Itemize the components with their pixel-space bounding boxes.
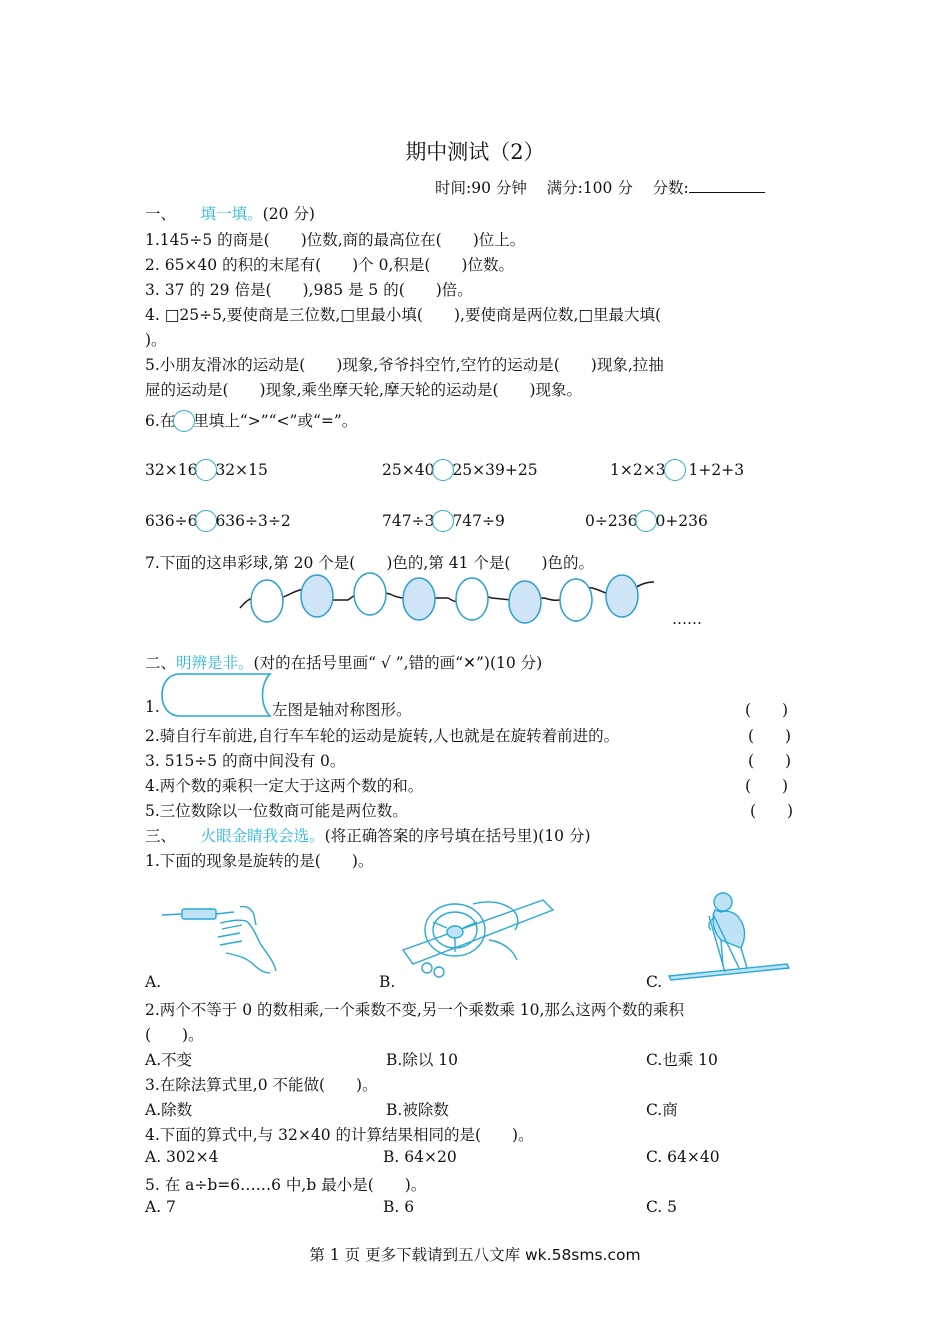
compare-item-4	[145, 510, 291, 532]
section-1-number: 一、	[145, 205, 177, 223]
s3-q1-opt-c[interactable]: C.	[646, 973, 663, 991]
skier-picture	[665, 888, 795, 983]
s2-q2: 2.骑自行车前进,自行车车轮的运动是旋转,人也就是在旋转着前进的。	[145, 727, 620, 745]
section-3-name: 火眼金睛我会选。	[200, 827, 325, 845]
s3-q1-opt-a[interactable]: A.	[145, 973, 162, 991]
section-1-points: (20 分)	[262, 205, 315, 223]
s2-q1-text: 左图是轴对称图形。	[272, 701, 412, 719]
score-blank[interactable]	[689, 178, 765, 193]
s3-q3-opt-c[interactable]: C.商	[646, 1101, 678, 1119]
score-label: 分数:	[652, 179, 689, 197]
balloon-string-figure	[230, 568, 670, 638]
s3-q1-opt-b[interactable]: B.	[379, 973, 396, 991]
s3-q5-opt-b[interactable]: B. 6	[383, 1198, 415, 1216]
s3-q5: 5. 在 a÷b=6……6 中,b 最小是( )。	[145, 1176, 427, 1194]
answer-paren[interactable]: ( )	[748, 752, 792, 770]
s2-q3: 3. 515÷5 的商中间没有 0。	[145, 752, 346, 770]
s1-q5-line2: 屉的运动是( )现象,乘坐摩天轮,摩天轮的运动是( )现象。	[145, 381, 583, 399]
s3-q1: 1.下面的现象是旋转的是( )。	[145, 852, 374, 870]
s3-q3-opt-b[interactable]: B.被除数	[386, 1101, 449, 1119]
symmetry-figure	[160, 672, 275, 718]
compare-right: 747÷9	[452, 512, 505, 530]
steering-wheel-picture	[393, 880, 563, 980]
compare-left: 1×2×3	[610, 461, 666, 479]
s1-q5-line1: 5.小朋友滑冰的运动是( )现象,爷爷抖空竹,空竹的运动是( )现象,拉抽	[145, 356, 664, 374]
exam-meta	[435, 176, 765, 198]
s1-q4-line2: )。	[145, 331, 167, 349]
ellipsis: ……	[672, 610, 702, 628]
compare-item-6	[585, 510, 708, 532]
answer-paren[interactable]: ( )	[748, 727, 792, 745]
page-footer	[0, 1243, 950, 1265]
compare-right: 636÷3÷2	[215, 512, 291, 530]
s3-q5-opt-c[interactable]: C. 5	[646, 1198, 678, 1216]
s2-q1	[145, 698, 160, 716]
s1-q6-pre: 6.在	[145, 412, 176, 430]
compare-right: 0+236	[655, 512, 708, 530]
s3-q2-line2: ( )。	[145, 1026, 204, 1044]
full-score: 满分:100 分	[546, 179, 633, 197]
compare-right: 1+2+3	[688, 461, 745, 479]
answer-paren[interactable]: ( )	[750, 802, 794, 820]
section-3-number: 三、	[145, 827, 177, 845]
s3-q4: 4.下面的算式中,与 32×40 的计算结果相同的是( )。	[145, 1126, 534, 1144]
compare-item-3	[610, 459, 744, 481]
compare-left: 25×40	[382, 461, 435, 479]
s3-q3: 3.在除法算式里,0 不能做( )。	[145, 1076, 378, 1094]
compare-left: 0÷236	[585, 512, 638, 530]
s2-q1-num: 1.	[145, 698, 160, 716]
s3-q2-opt-b[interactable]: B.除以 10	[386, 1051, 458, 1069]
footer-link[interactable]: wk.58sms.com	[525, 1246, 641, 1264]
answer-paren[interactable]: ( )	[745, 777, 789, 795]
section-2-heading	[145, 651, 542, 673]
compare-left: 636÷6	[145, 512, 198, 530]
section-1-name: 填一填。	[200, 205, 263, 223]
s1-q2: 2. 65×40 的积的末尾有( )个 0,积是( )位数。	[145, 256, 514, 274]
section-2-desc: (对的在括号里画“ √ ”,错的画“✕”)(10 分)	[253, 654, 543, 672]
s1-q6	[145, 409, 357, 432]
s2-q4: 4.两个数的乘积一定大于这两个数的和。	[145, 777, 424, 795]
compare-left: 32×16	[145, 461, 198, 479]
answer-circle[interactable]	[664, 459, 686, 481]
section-2-number: 二、	[145, 654, 177, 672]
compare-circle-icon	[173, 410, 195, 432]
time-limit: 时间:90 分钟	[435, 179, 527, 197]
s3-q2-line1: 2.两个不等于 0 的数相乘,一个乘数不变,另一个乘数乘 10,那么这两个数的乘积	[145, 1001, 684, 1019]
s1-q6-post: 里填上“>”“<”或“=”。	[193, 412, 358, 430]
compare-left: 747÷3	[382, 512, 435, 530]
s3-q4-opt-c[interactable]: C. 64×40	[646, 1148, 720, 1166]
s3-q3-opt-a[interactable]: A.除数	[145, 1101, 193, 1119]
page-title: 期中测试（2）	[405, 140, 545, 164]
s1-q7: 7.下面的这串彩球,第 20 个是( )色的,第 41 个是( )色的。	[145, 554, 594, 572]
s3-q5-opt-a[interactable]: A. 7	[145, 1198, 176, 1216]
s3-q4-opt-a[interactable]: A. 302×4	[145, 1148, 219, 1166]
s1-q3: 3. 37 的 29 倍是( ),985 是 5 的( )倍。	[145, 281, 473, 299]
footer-promo: 更多下载请到五八文库	[365, 1246, 525, 1264]
section-3-heading	[145, 824, 591, 846]
s1-q4-line1: 4. □25÷5,要使商是三位数,□里最小填( ),要使商是两位数,□里最大填(	[145, 306, 662, 324]
section-2-name: 明辨是非。	[176, 654, 254, 672]
answer-paren[interactable]: ( )	[745, 701, 789, 719]
section-3-desc: (将正确答案的序号填在括号里)(10 分)	[324, 827, 591, 845]
page-number: 第 1 页	[309, 1246, 366, 1264]
s3-q2-opt-a[interactable]: A.不变	[145, 1051, 193, 1069]
s3-q2-opt-c[interactable]: C.也乘 10	[646, 1051, 718, 1069]
compare-item-5	[382, 510, 505, 532]
s2-q5: 5.三位数除以一位数商可能是两位数。	[145, 802, 408, 820]
s3-q4-opt-b[interactable]: B. 64×20	[383, 1148, 457, 1166]
syringe-hand-picture	[160, 895, 280, 975]
compare-right: 25×39+25	[452, 461, 538, 479]
s1-q1: 1.145÷5 的商是( )位数,商的最高位在( )位上。	[145, 231, 526, 249]
compare-item-1	[145, 459, 268, 481]
compare-item-2	[382, 459, 538, 481]
section-1-heading	[145, 202, 315, 224]
compare-right: 32×15	[215, 461, 268, 479]
